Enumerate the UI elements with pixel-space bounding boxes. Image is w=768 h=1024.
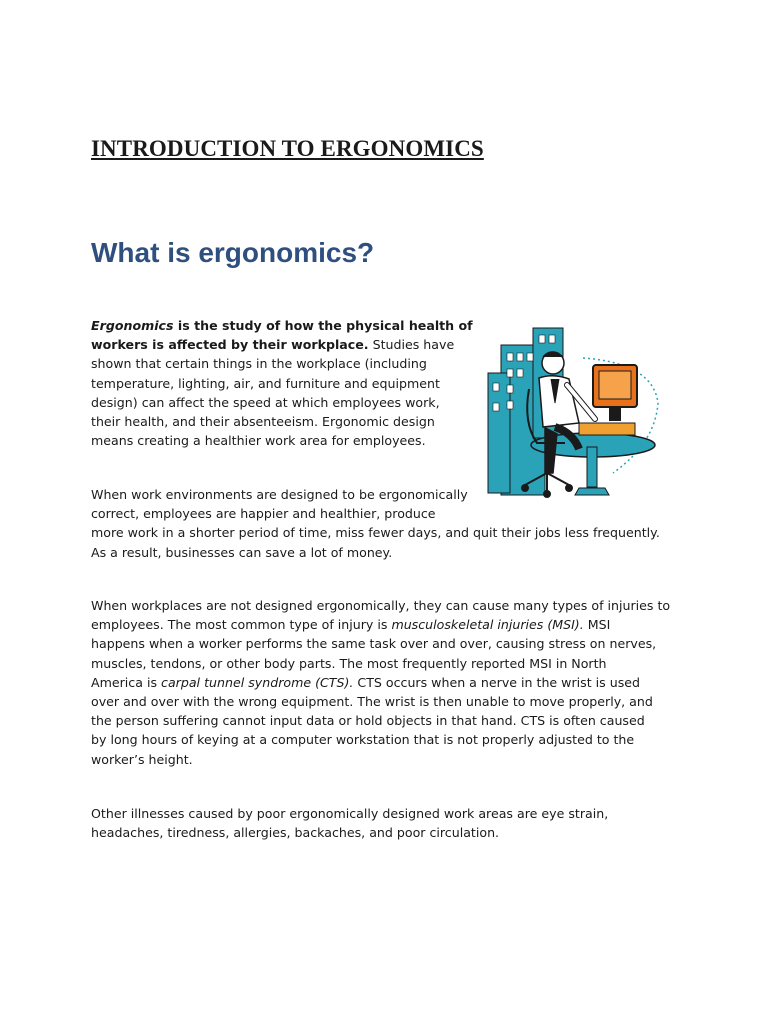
term-ergonomics: Ergonomics [91,318,174,333]
intro-paragraph [91,316,473,450]
intro-line: their health, and their absenteeism. Ergonomic design [91,414,435,430]
injuries-line-2b: MSI [583,617,611,633]
benefits-line: more work in a shorter period of time, miss fewer days, and quit their jobs less frequently. [91,525,660,541]
other-illnesses-paragraph [91,804,681,842]
intro-line-2-rest: Studies have [368,337,455,353]
injuries-line-2a: employees. The most common type of injury is [91,617,392,633]
term-cts: carpal tunnel syndrome (CTS). [161,674,354,690]
injuries-line-5b: CTS occurs when a nerve in the wrist is used [353,674,641,690]
benefits-line: correct, employees are happier and healthier, produce [91,506,436,522]
intro-line: temperature, lighting, air, and furniture and equipment [91,375,440,391]
definition-text-1: is the study of how the physical health of [173,318,473,333]
injuries-paragraph [91,596,676,769]
injuries-line: When workplaces are not designed ergonomically, they can cause many types of injuries to [91,598,671,613]
other-line: Other illnesses caused by poor ergonomically designed work areas are eye strain, [91,806,609,821]
injuries-line: happens when a worker performs the same task over and over, causing stress on nerves, [91,636,657,652]
office-worker-clipart [483,323,663,508]
benefits-line: When work environments are designed to be ergonomically [91,487,468,502]
intro-line: design) can affect the speed at which employees work, [91,394,440,410]
intro-line: means creating a healthier work area for employees. [91,433,426,449]
intro-line: shown that certain things in the workplace (including [91,356,427,372]
definition-text-2: workers is affected by their workplace. [91,337,369,353]
benefits-line: As a result, businesses can save a lot of money. [91,544,393,560]
injuries-line-5a: America is [91,674,162,690]
injuries-line: by long hours of keying at a computer workstation that is not properly adjusted to the [91,732,635,748]
monitor-icon [579,365,637,435]
injuries-line: over and over with the wrong equipment. The wrist is then unable to move properly, and [91,694,653,710]
page-title: INTRODUCTION TO ERGONOMICS [91,136,484,161]
section-subtitle: What is ergonomics? [91,237,375,268]
term-msi: musculoskeletal injuries (MSI). [391,617,584,633]
injuries-line: muscles, tendons, or other body parts. The most frequently reported MSI in North [91,655,607,671]
injuries-line: the person suffering cannot input data or hold objects in that hand. CTS is often caused [91,713,645,729]
other-line: headaches, tiredness, allergies, backaches, and poor circulation. [91,825,500,841]
injuries-line: worker’s height. [91,751,193,767]
